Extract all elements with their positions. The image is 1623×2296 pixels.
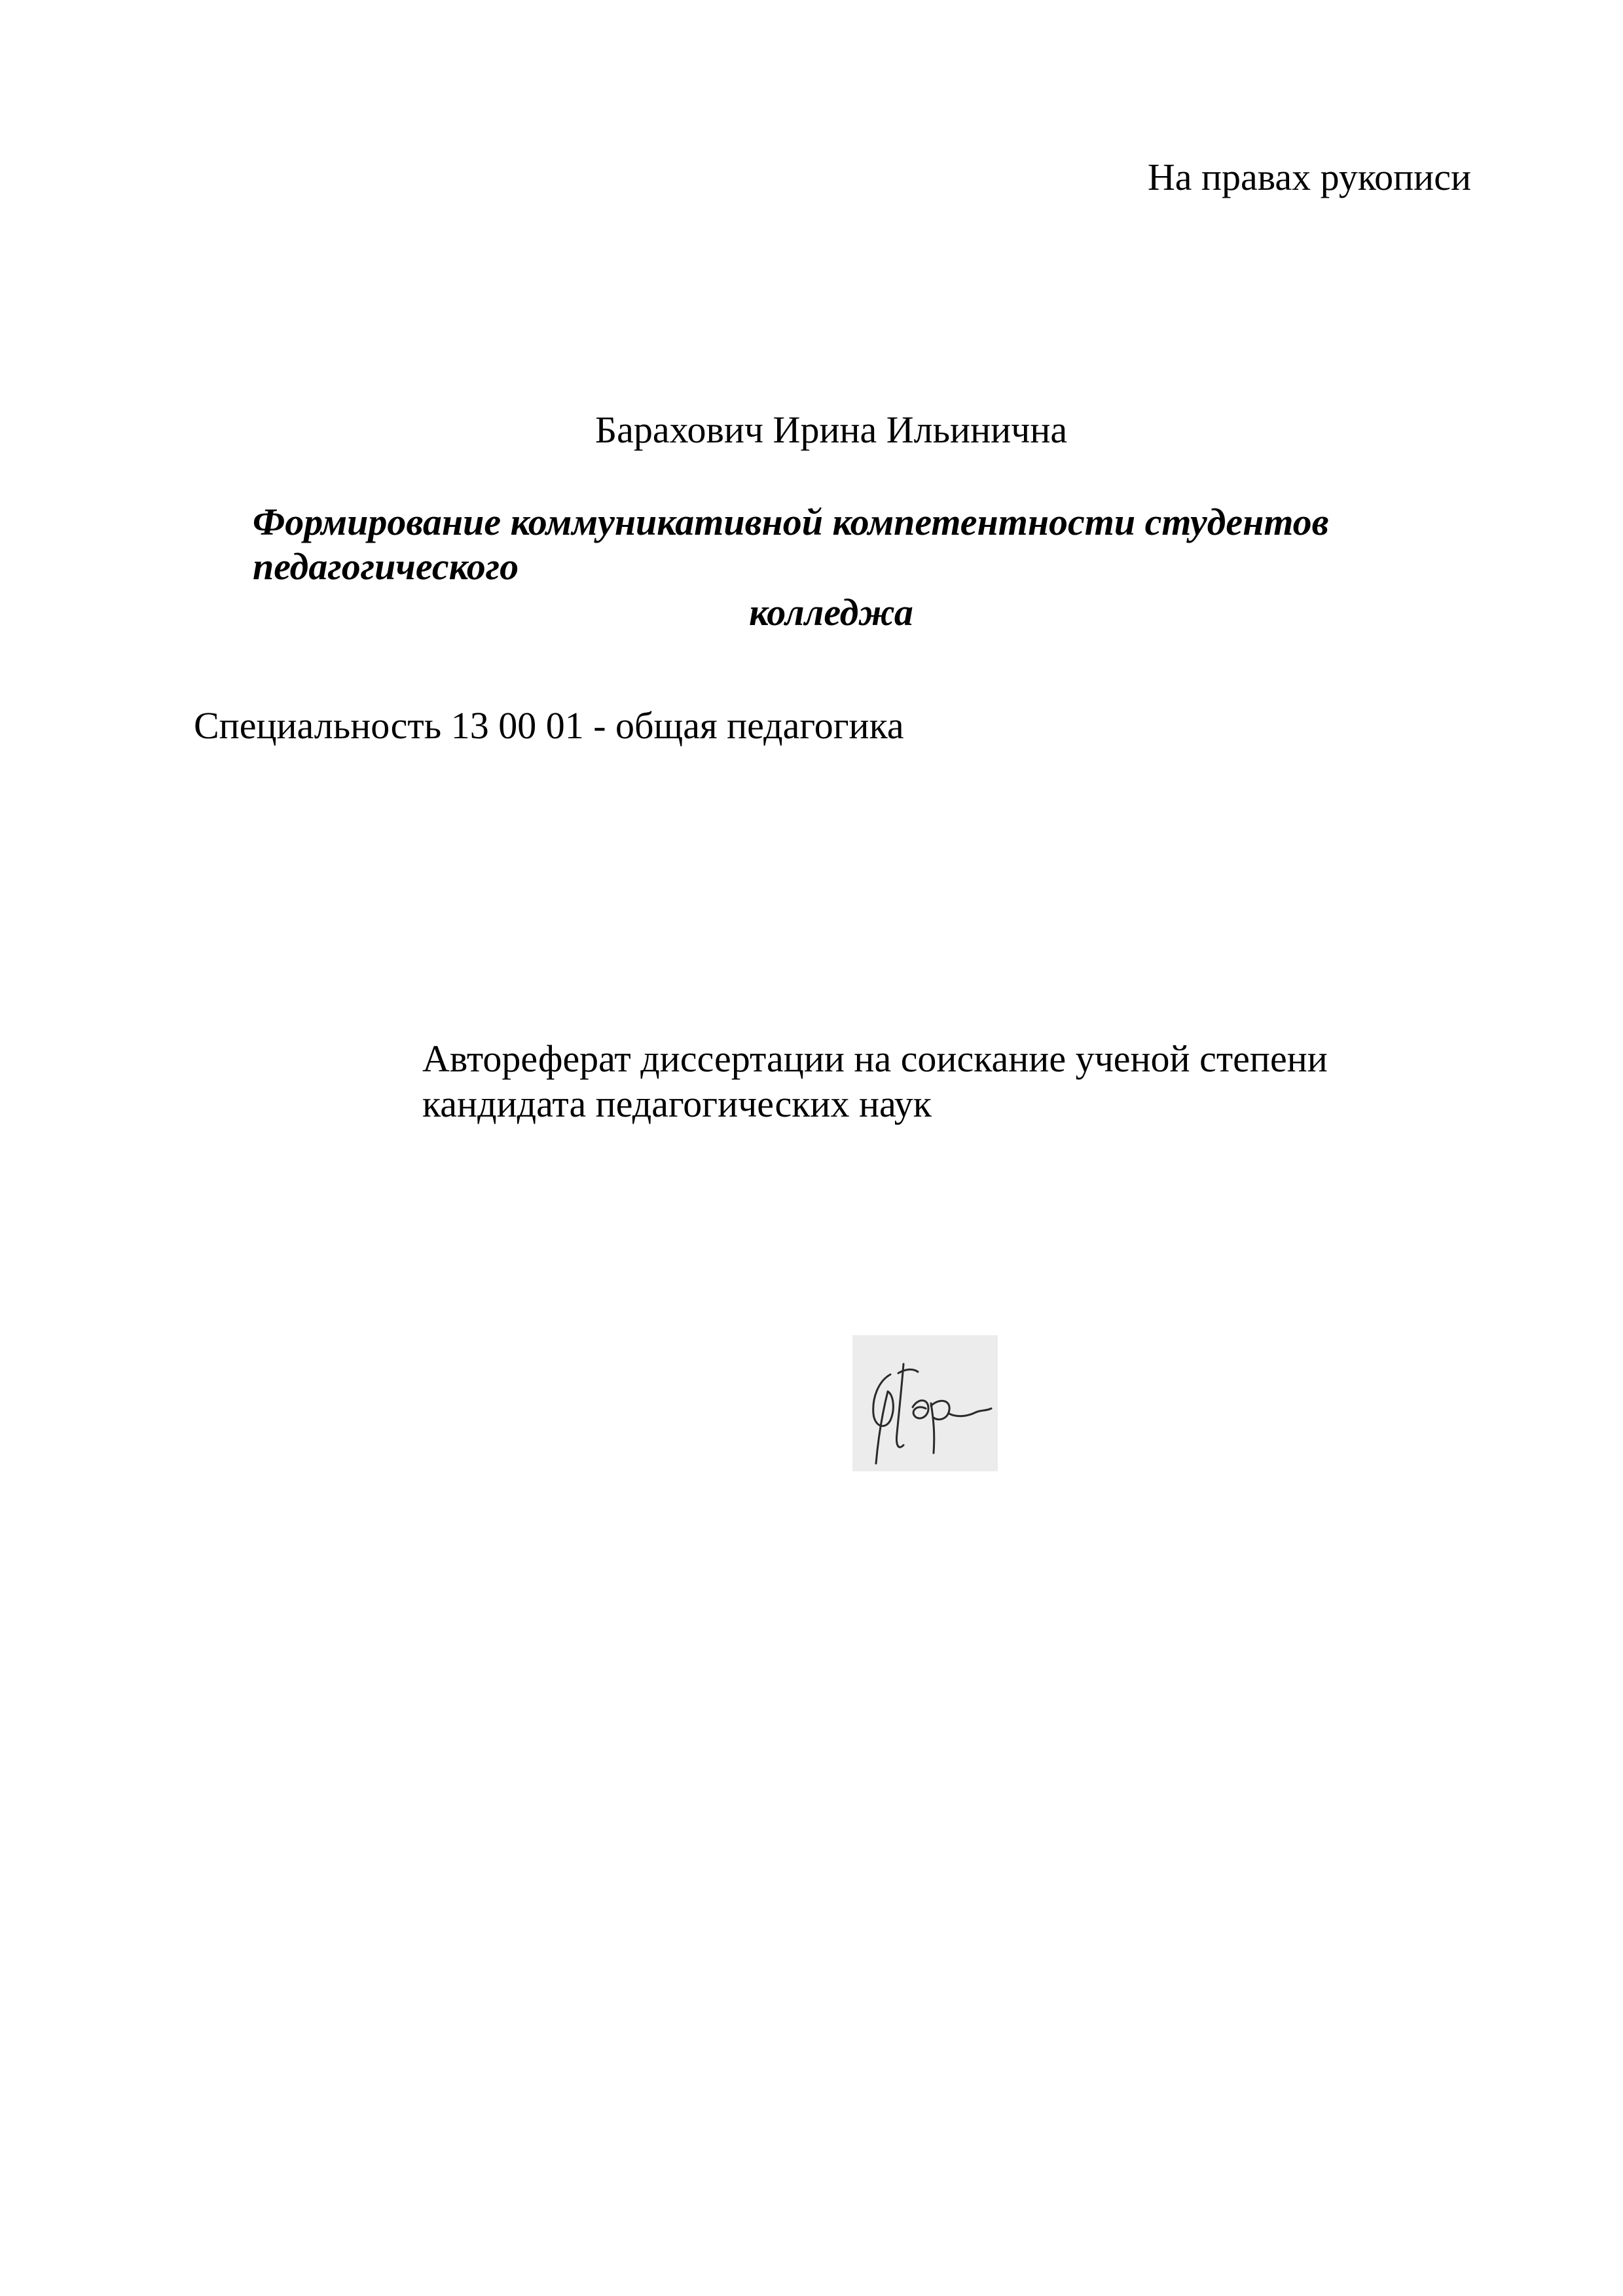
dissertation-title-line: Формирование коммуникативной компетентности студентов	[253, 501, 1329, 543]
abstract-description-line: кандидата педагогических наук	[422, 1083, 932, 1125]
abstract-description-line: Автореферат диссертации на соискание ученой степени	[422, 1037, 1328, 1080]
specialty-line: Специальность 13 00 01 - общая педагогика	[194, 704, 904, 747]
manuscript-note: На правах рукописи	[1147, 156, 1471, 198]
dissertation-title-line: педагогического	[253, 545, 519, 588]
dissertation-title-line: колледжа	[749, 591, 913, 634]
author-name: Барахович Ирина Ильинична	[594, 408, 1068, 451]
handwritten-signature-icon	[852, 1335, 998, 1471]
